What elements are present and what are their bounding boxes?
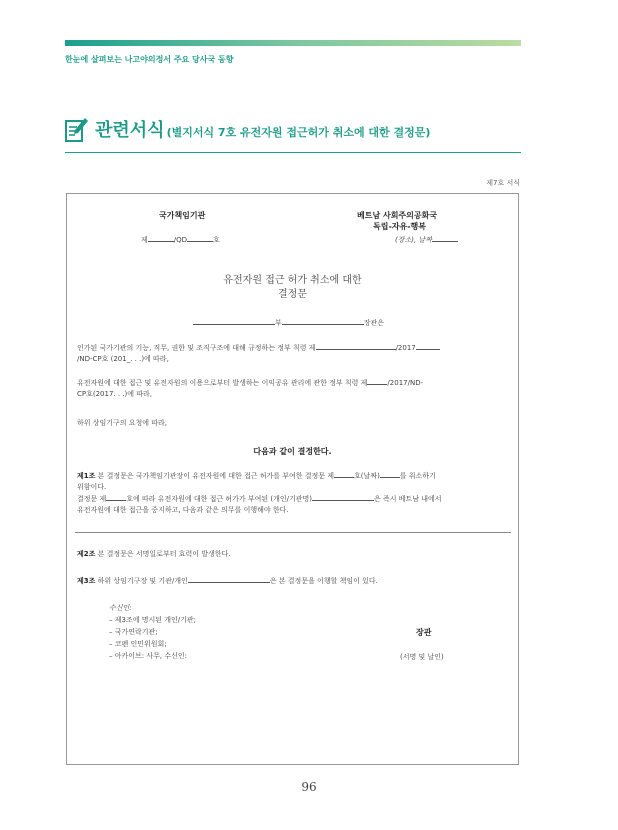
preamble-request: 하위 상임기구의 요청에 따라, (77, 419, 168, 427)
recipient-item: – 국가연락기관; (109, 628, 158, 636)
art1-text-h: 유전자원에 대한 접근을 중지하고, 다음과 같은 의무를 이행해야 한다. (77, 506, 289, 514)
art1-text-b: 호(날짜) (354, 472, 380, 480)
recipients-block (109, 602, 196, 662)
document-ref (141, 234, 220, 245)
p1-text-b: /2017 (395, 344, 416, 352)
article-3-label: 제3조 (77, 577, 96, 585)
document-title-line2: 결정문 (278, 289, 307, 300)
preamble-decree-1 (77, 342, 509, 365)
recipients-label: 수신인: (109, 604, 132, 612)
document-pencil-icon (65, 117, 89, 143)
article-1-label: 제1조 (77, 472, 96, 480)
section-title: 관련서식 (95, 120, 165, 141)
recipient-item: – 코펜 인민위원회; (109, 640, 167, 648)
obligations-rule (75, 532, 511, 533)
p1-text-a: 인가된 국가기관의 기능, 직무, 권한 및 조직구조에 대해 규정하는 정부 칙령 제 (77, 344, 316, 352)
article-1 (77, 470, 509, 516)
running-header: 한눈에 살펴보는 나고야의정서 주요 당사국 동향 (65, 55, 234, 64)
preamble-decree-2 (77, 377, 509, 400)
page-number: 96 (301, 780, 317, 794)
section-heading (65, 117, 430, 143)
art1-text-g: 은 즉시 베트남 내에서 (373, 495, 442, 503)
ministry-mid: 부 (275, 319, 282, 327)
article-2 (77, 549, 509, 560)
signature-note: (서명 및 날인) (400, 653, 444, 661)
ministry-line (193, 317, 384, 328)
recipient-item: – 제3조에 명시된 개인/기관; (109, 616, 196, 624)
art1-text-d: 위함이다. (77, 483, 107, 491)
ref-prefix: 제 (141, 236, 148, 244)
country-name: 베트남 사회주의공화국 (357, 211, 438, 220)
top-color-bar (65, 40, 521, 46)
art2-text: 본 결정문은 서명일로부터 효력이 발생한다. (95, 550, 231, 558)
ref-mid: /QD (173, 236, 188, 244)
article-2-label: 제2조 (77, 550, 96, 558)
decision-statement: 다음과 같이 결정한다. (253, 447, 332, 456)
art1-text-f: 호에 따라 유전자원에 대한 접근 허가가 부여된 (개인/기관명) (126, 495, 312, 503)
country-motto: 독립-자유-행복 (373, 222, 427, 231)
art3-text-a: 하위 상임기구장 및 기관/개인 (95, 577, 188, 585)
p2-text-c: CP호(2017. . .)에 따라, (77, 390, 153, 398)
p1-text-c: /ND-CP호 (201_. . .)에 따라, (77, 355, 169, 363)
art1-text-e: 결정문 제 (77, 495, 107, 503)
art3-text-b: 은 본 결정문을 이행할 책임이 있다. (269, 577, 378, 585)
place-date (395, 234, 458, 245)
form-number: 제7호 서식 (486, 179, 520, 187)
decision-form (66, 193, 519, 765)
art1-text-a: 본 결정문은 국가책임기관장이 유전자원에 대한 접근 허가를 부여한 결정문 제 (95, 472, 335, 480)
heading-rule (65, 152, 521, 153)
place-date-label: (장소), 날짜 (395, 236, 432, 244)
ministry-suffix: 장관은 (363, 319, 385, 327)
article-3 (77, 575, 509, 587)
art1-text-c: 를 취소하기 (399, 472, 436, 480)
section-subtitle: (별지서식 7호 유전자원 접근허가 취소에 대한 결정문) (166, 126, 431, 139)
document-title (67, 274, 518, 302)
recipient-item: – 아카이브: 사무, 수신인: (109, 652, 187, 660)
ref-suffix: 호 (213, 236, 220, 244)
p2-text-b: /2017/ND- (387, 379, 424, 387)
p2-text-a: 유전자원에 대한 접근 및 유전자원의 이용으로부터 발생하는 이익공유 관리에 관한 정부 칙령 제 (77, 379, 368, 387)
issuing-agency: 국가책임기관 (159, 211, 206, 220)
document-title-line1: 유전자원 접근 허가 취소에 대한 (223, 275, 362, 286)
signer-title: 장관 (416, 628, 432, 637)
